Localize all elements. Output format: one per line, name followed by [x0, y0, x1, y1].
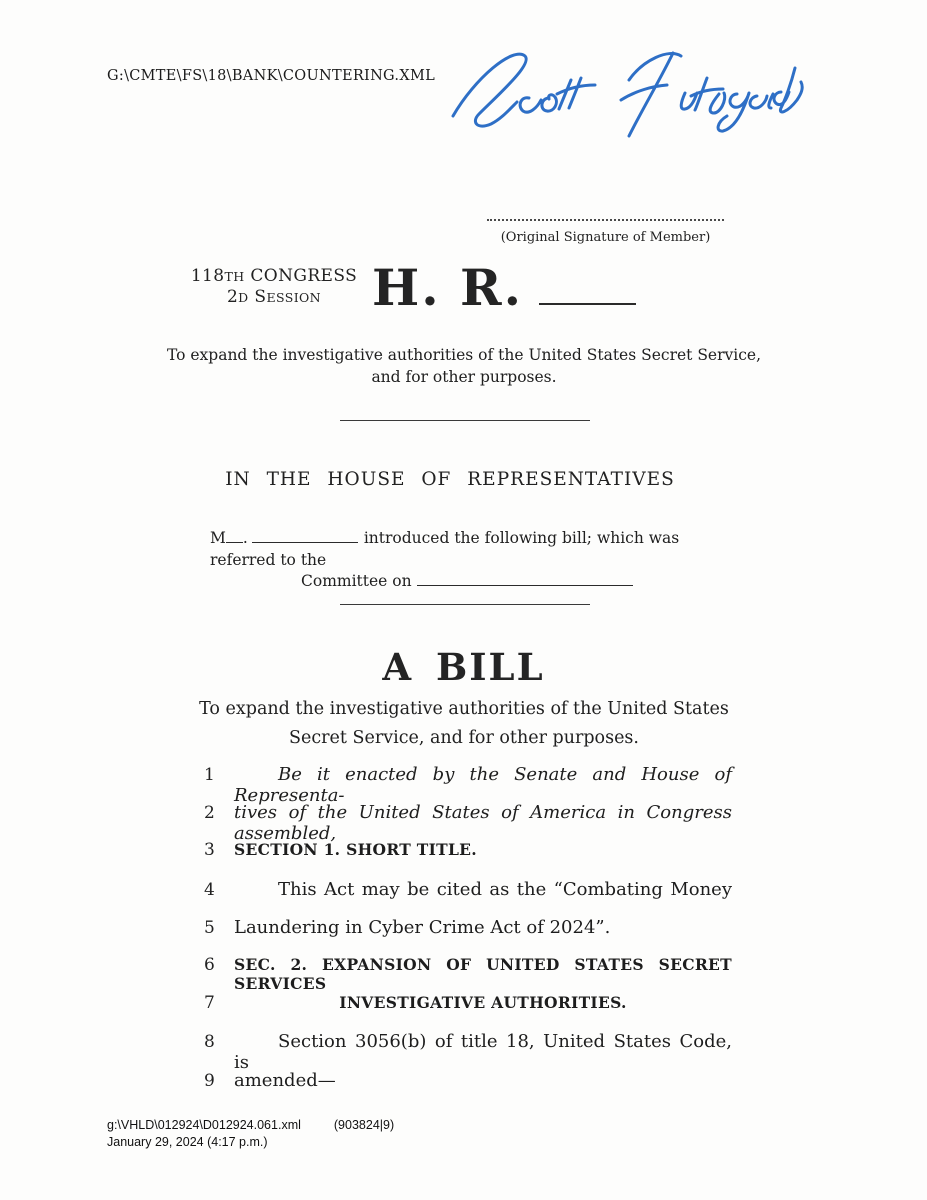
- signature-dotted-line: [487, 219, 724, 221]
- separator-rule: [340, 420, 590, 421]
- bill-line: [204, 1031, 732, 1074]
- line-number: 9: [204, 1070, 215, 1091]
- long-title-line: To expand the investigative authorities of the United States: [199, 699, 729, 719]
- bill-line: [204, 917, 732, 955]
- line-number: 8: [204, 1032, 215, 1053]
- separator-rule: [340, 604, 590, 605]
- introduction-line-1: M . introduced the following bill; which was referred to the: [210, 529, 680, 569]
- line-number: 4: [204, 879, 215, 900]
- congress-session-block: [186, 266, 362, 308]
- bill-line: [204, 955, 732, 993]
- long-title-block: [178, 695, 750, 753]
- official-title-block: [150, 344, 778, 388]
- line-number: 1: [204, 765, 215, 785]
- referral-text: introduced the following bill; which was referred to the: [210, 529, 680, 569]
- line-text: Section 3056(b) of title 18, United States Code, is: [234, 1031, 732, 1074]
- bill-number-label: H. R.: [372, 258, 524, 317]
- committee-label: Committee on: [301, 572, 412, 590]
- footer-line-1: [107, 1117, 394, 1134]
- line-number: 3: [204, 840, 215, 861]
- honorific-blank-line: [226, 528, 243, 543]
- signature-caption: (Original Signature of Member): [500, 230, 711, 245]
- line-text: SEC. 2. EXPANSION OF UNITED STATES SECRET SERVICES: [234, 954, 732, 993]
- line-text: INVESTIGATIVE AUTHORITIES.: [339, 993, 627, 1013]
- introduction-block: [210, 528, 722, 593]
- official-title-line: To expand the investigative authorities of the United States Secret Service,: [166, 346, 762, 364]
- line-text: Laundering in Cyber Crime Act of 2024”.: [234, 916, 611, 938]
- footer-date: January 29, 2024 (4:17 p.m.): [107, 1135, 268, 1149]
- line-text: Be it enacted by the Senate and House of Representa-: [234, 764, 732, 806]
- line-number: 7: [204, 993, 215, 1014]
- bill-body: [204, 764, 732, 1108]
- chamber-heading: IN THE HOUSE OF REPRESENTATIVES: [225, 469, 675, 490]
- line-text: amended—: [234, 1069, 336, 1091]
- bill-number-block: [372, 258, 636, 317]
- bill-line: [204, 764, 732, 806]
- sponsor-honorific: M: [210, 529, 226, 547]
- long-title-line: Secret Service, and for other purposes.: [289, 728, 639, 748]
- footer-code: (903824|9): [333, 1118, 395, 1132]
- member-signature-handwriting: [435, 36, 817, 152]
- document-source-path: G:\CMTE\FS\18\BANK\COUNTERING.XML: [107, 68, 436, 84]
- line-text: tives of the United States of America in Congress assembled,: [234, 802, 732, 845]
- bill-line: [204, 1070, 732, 1108]
- session-line: 2D SESSION: [226, 287, 322, 307]
- official-title-line: and for other purposes.: [371, 368, 557, 386]
- sponsor-name-blank-line: [252, 528, 358, 543]
- footer-file-path: g:\VHLD\012924\D012924.061.xml: [107, 1118, 301, 1132]
- line-number: 2: [204, 803, 215, 824]
- line-text: This Act may be cited as the “Combating Money: [278, 878, 732, 900]
- bill-line: [204, 840, 732, 878]
- introduction-line-2: [210, 571, 722, 593]
- bill-heading: A BILL: [382, 645, 545, 689]
- line-text: SECTION 1. SHORT TITLE.: [234, 840, 477, 860]
- bill-line: [204, 802, 732, 845]
- congress-line: 118TH CONGRESS: [190, 266, 358, 286]
- line-number: 5: [204, 917, 215, 938]
- line-number: 6: [204, 954, 215, 975]
- bill-number-blank-line: [539, 261, 636, 305]
- draft-footer: [107, 1117, 394, 1151]
- committee-name-blank-line: [417, 571, 633, 586]
- bill-line: [204, 879, 732, 917]
- bill-line: [204, 993, 732, 1031]
